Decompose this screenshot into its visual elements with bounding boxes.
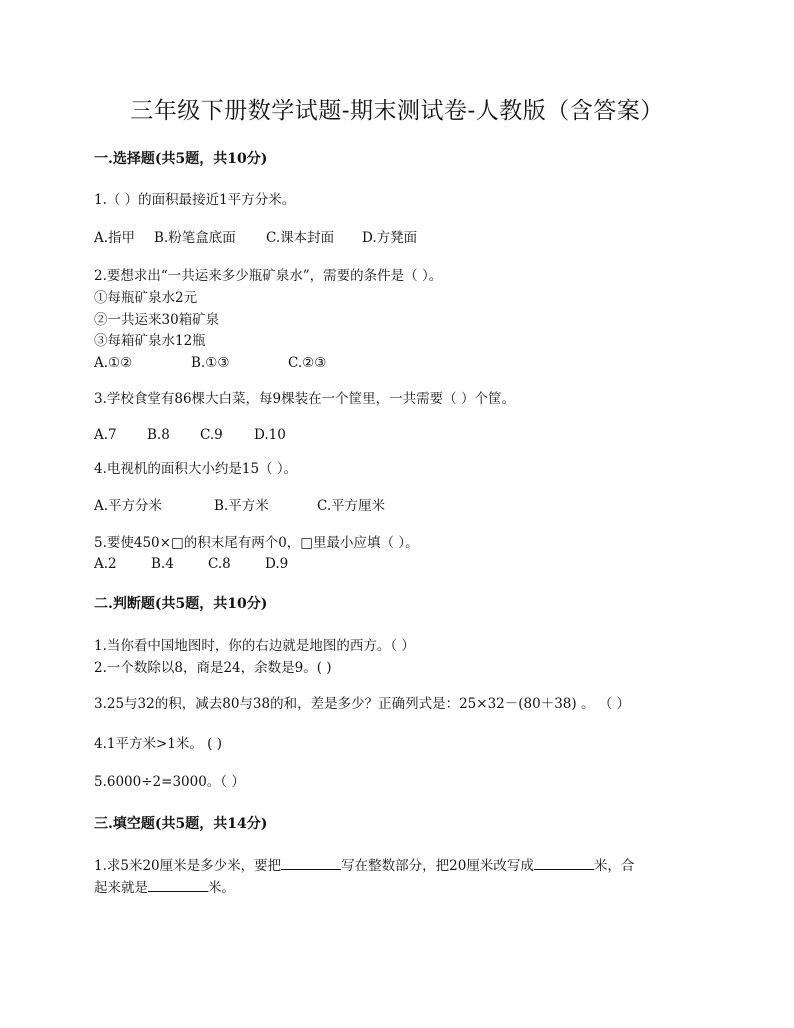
question-2-2: 2.一个数除以8，商是24，余数是9。( ) (94, 660, 332, 676)
section-heading-fill: 三.填空题(共5题，共14分) (94, 816, 268, 832)
section-heading-judge: 二.判断题(共5题，共10分) (94, 596, 268, 612)
option: C.平方厘米 (317, 498, 386, 514)
option: D.9 (265, 556, 289, 572)
text: 起来就是 (94, 880, 148, 896)
question-3-1-line1 (94, 857, 634, 875)
option: C.9 (200, 427, 223, 443)
option: B.平方米 (214, 498, 269, 514)
condition-2: ②一共运来30箱矿泉 (94, 312, 220, 328)
option: C.②③ (288, 355, 327, 371)
options-1-5 (94, 555, 288, 573)
option: B.4 (151, 556, 174, 572)
question-1-5: 5.要使450×□的积末尾有两个0，□里最小应填（ ）。 (94, 535, 419, 551)
option: A.①② (94, 355, 133, 371)
options-1-4 (94, 497, 385, 515)
option: C.课本封面 (266, 230, 335, 246)
condition-1: ①每瓶矿泉水2元 (94, 290, 198, 306)
question-1-3: 3.学校食堂有86棵大白菜，每9棵装在一个筐里，一共需要（ ）个筐。 (94, 391, 515, 407)
option: B.8 (147, 427, 170, 443)
question-3-1-line2 (94, 879, 235, 897)
text: 写在整数部分，把20厘米改写成 (341, 858, 534, 874)
options-1-1 (94, 229, 417, 247)
text: 米，合 (593, 858, 635, 874)
option: D.方凳面 (362, 230, 418, 246)
page-title: 三年级下册数学试题-期末测试卷-人教版（含答案） (130, 98, 664, 124)
answer-blank[interactable] (148, 879, 208, 892)
option: B.粉笔盒底面 (154, 230, 236, 246)
option: A.2 (94, 556, 117, 572)
text: 1.求5米20厘米是多少米，要把 (94, 858, 282, 874)
question-1-2: 2.要想求出“一共运来多少瓶矿泉水”，需要的条件是（ ）。 (94, 268, 443, 284)
option: C.8 (208, 556, 231, 572)
text: 米。 (208, 880, 235, 896)
question-1-4: 4.电视机的面积大小约是15（ ）。 (94, 461, 298, 477)
option: A.指甲 (94, 230, 136, 246)
condition-3: ③每箱矿泉水12瓶 (94, 333, 206, 349)
option: A.7 (94, 427, 117, 443)
option: A.平方分米 (94, 498, 163, 514)
question-2-3: 3.25与32的积，减去80与38的和，差是多少？正确列式是：25×32－(80＋38) 。 （ ） (94, 696, 631, 712)
section-heading-choice: 一.选择题(共5题，共10分) (94, 151, 268, 167)
question-2-4: 4.1平方米>1米。 ( ) (94, 736, 222, 752)
options-1-2 (94, 354, 326, 372)
options-1-3 (94, 426, 286, 444)
question-1-1: 1.（ ）的面积最接近1平方分米。 (94, 192, 296, 208)
answer-blank[interactable] (281, 857, 341, 870)
option: D.10 (254, 427, 286, 443)
option: B.①③ (191, 355, 230, 371)
answer-blank[interactable] (534, 857, 594, 870)
question-2-5: 5.6000÷2=3000。（ ） (94, 774, 245, 790)
question-2-1: 1.当你看中国地图时，你的右边就是地图的西方。（ ） (94, 638, 415, 654)
